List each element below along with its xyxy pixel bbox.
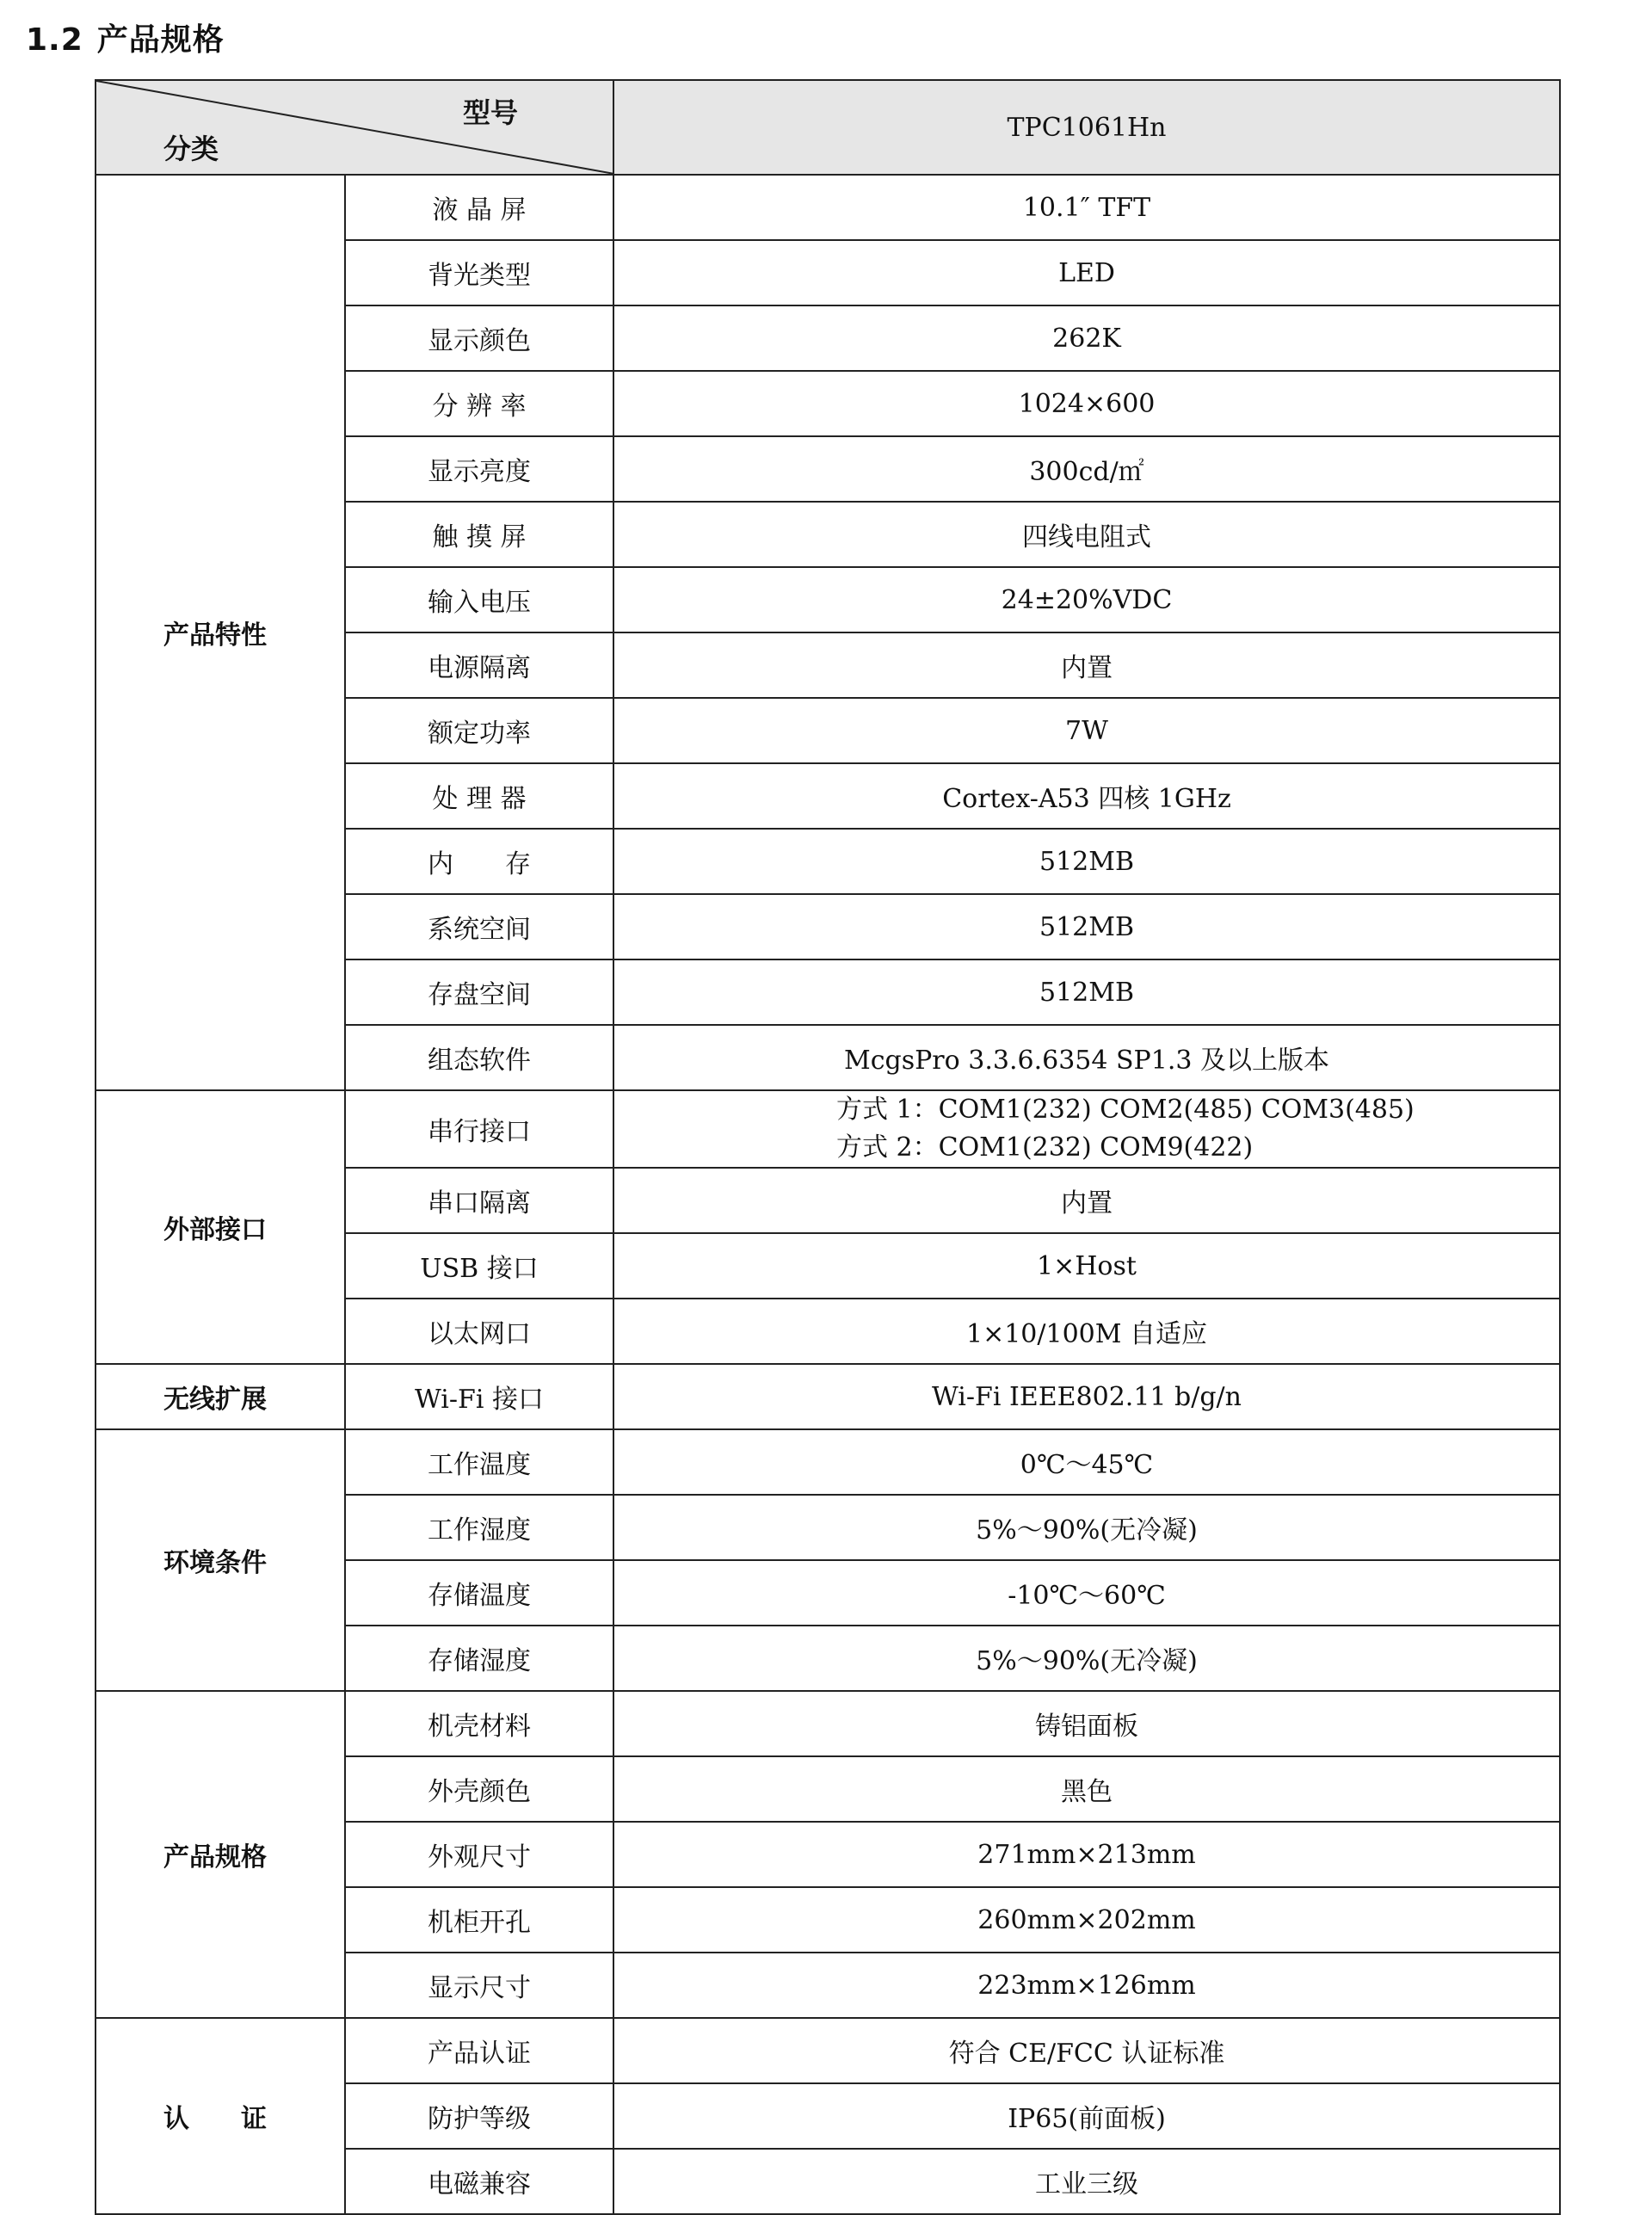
spec-value-cell: 四线电阻式 [613, 502, 1560, 567]
spec-item-cell: 液 晶 屏 [345, 175, 613, 240]
spec-value-cell: IP65(前面板) [613, 2083, 1560, 2149]
spec-table-body [96, 80, 1560, 2214]
spec-value-cell: 1024×600 [613, 371, 1560, 436]
spec-item-cell: 显示颜色 [345, 305, 613, 371]
spec-item-cell: 组态软件 [345, 1025, 613, 1090]
spec-item-cell: 工作湿度 [345, 1495, 613, 1560]
spec-item-cell: 存储湿度 [345, 1626, 613, 1691]
spec-item-cell: 外壳颜色 [345, 1756, 613, 1822]
spec-item-cell: USB 接口 [345, 1233, 613, 1299]
spec-item-cell: 存储温度 [345, 1560, 613, 1626]
category-cell: 产品规格 [96, 1691, 345, 2018]
spec-value-cell: Wi-Fi IEEE802.11 b/g/n [613, 1364, 1560, 1429]
spec-value-cell: 5%～90%(无冷凝) [613, 1626, 1560, 1691]
spec-item-cell: 电磁兼容 [345, 2149, 613, 2214]
spec-value-cell: 24±20%VDC [613, 567, 1560, 632]
spec-value-cell [613, 1090, 1560, 1168]
table-row [96, 1364, 1560, 1429]
section-number: 1.2 [26, 22, 83, 58]
table-header-row [96, 80, 1560, 175]
table-row [96, 1090, 1560, 1168]
section-heading [26, 15, 225, 59]
table-row [96, 175, 1560, 240]
category-cell: 认 证 [96, 2018, 345, 2214]
section-title: 产品规格 [96, 22, 225, 58]
spec-value-cell: McgsPro 3.3.6.6354 SP1.3 及以上版本 [613, 1025, 1560, 1090]
spec-item-cell: 额定功率 [345, 698, 613, 763]
spec-item-cell: 产品认证 [345, 2018, 613, 2083]
category-cell: 环境条件 [96, 1429, 345, 1691]
spec-item-cell: 背光类型 [345, 240, 613, 305]
spec-item-cell: 机柜开孔 [345, 1887, 613, 1953]
spec-item-cell: Wi-Fi 接口 [345, 1364, 613, 1429]
spec-item-cell: 触 摸 屏 [345, 502, 613, 567]
spec-item-cell: 电源隔离 [345, 632, 613, 698]
spec-value-cell: LED [613, 240, 1560, 305]
diagonal-header-cell [96, 80, 613, 175]
spec-value-cell: 0℃～45℃ [613, 1429, 1560, 1495]
spec-item-cell: 串行接口 [345, 1090, 613, 1168]
spec-value-cell: 7W [613, 698, 1560, 763]
spec-item-cell: 机壳材料 [345, 1691, 613, 1756]
table-row [96, 1429, 1560, 1495]
spec-item-cell: 输入电压 [345, 567, 613, 632]
spec-value-cell: 512MB [613, 829, 1560, 894]
spec-value-cell: 271mm×213mm [613, 1822, 1560, 1887]
spec-value-cell: 铸铝面板 [613, 1691, 1560, 1756]
spec-table [95, 79, 1561, 2215]
spec-value-cell: 1×10/100M 自适应 [613, 1299, 1560, 1364]
spec-item-cell: 防护等级 [345, 2083, 613, 2149]
spec-value-cell: 工业三级 [613, 2149, 1560, 2214]
spec-item-cell: 系统空间 [345, 894, 613, 959]
spec-value-cell: 内置 [613, 632, 1560, 698]
spec-item-cell: 处 理 器 [345, 763, 613, 829]
spec-value-cell: 5%～90%(无冷凝) [613, 1495, 1560, 1560]
spec-item-cell: 分 辨 率 [345, 371, 613, 436]
spec-value-cell: 512MB [613, 894, 1560, 959]
spec-value-line: 方式 2：COM1(232) COM9(422) [836, 1132, 1254, 1163]
category-cell: 外部接口 [96, 1090, 345, 1364]
spec-value-cell: 内置 [613, 1168, 1560, 1233]
spec-value-cell: Cortex-A53 四核 1GHz [613, 763, 1560, 829]
header-class-label: 分类 [163, 133, 219, 165]
spec-value-cell: 300cd/㎡ [613, 436, 1560, 502]
spec-value-cell: 黑色 [613, 1756, 1560, 1822]
spec-item-cell: 内 存 [345, 829, 613, 894]
spec-item-cell: 存盘空间 [345, 959, 613, 1025]
spec-value-cell: 260mm×202mm [613, 1887, 1560, 1953]
category-cell: 无线扩展 [96, 1364, 345, 1429]
spec-value-cell: 符合 CE/FCC 认证标准 [613, 2018, 1560, 2083]
spec-item-cell: 工作温度 [345, 1429, 613, 1495]
table-row [96, 2018, 1560, 2083]
spec-value-line: 方式 1：COM1(232) COM2(485) COM3(485) [836, 1095, 1415, 1125]
spec-item-cell: 串口隔离 [345, 1168, 613, 1233]
spec-value-cell: 512MB [613, 959, 1560, 1025]
header-type-label: 型号 [462, 96, 518, 129]
spec-item-cell: 以太网口 [345, 1299, 613, 1364]
spec-value-cell: 223mm×126mm [613, 1953, 1560, 2018]
spec-item-cell: 显示尺寸 [345, 1953, 613, 2018]
spec-value-cell: 10.1″ TFT [613, 175, 1560, 240]
table-row [96, 1691, 1560, 1756]
spec-value-cell: 1×Host [613, 1233, 1560, 1299]
spec-value-cell: -10℃～60℃ [613, 1560, 1560, 1626]
spec-value-cell: 262K [613, 305, 1560, 371]
category-cell: 产品特性 [96, 175, 345, 1090]
header-model-cell: TPC1061Hn [613, 80, 1560, 175]
spec-item-cell: 外观尺寸 [345, 1822, 613, 1887]
spec-item-cell: 显示亮度 [345, 436, 613, 502]
